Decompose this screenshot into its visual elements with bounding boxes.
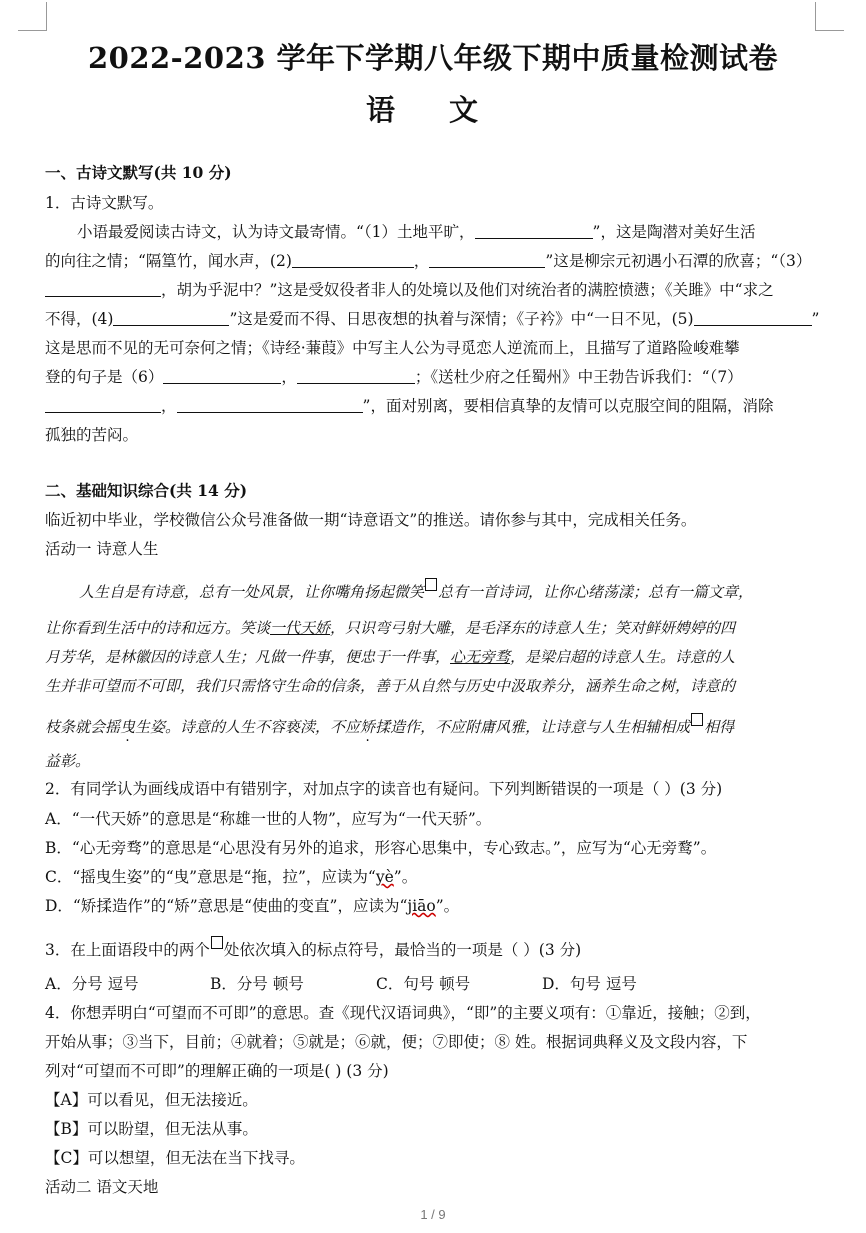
punctuation-box-1[interactable] (425, 578, 437, 591)
dotted-char-ye: 曳 (120, 718, 136, 736)
answer-blank-7b[interactable] (177, 397, 363, 413)
answer-blank-1[interactable] (475, 223, 593, 239)
exam-title: 2022-2023 学年下学期八年级下期中质量检测试卷 (87, 41, 779, 75)
q4-stem-line-3: 列对“可望而不可即”的理解正确的一项是( ) (3 分) (45, 1062, 389, 1080)
q3-option-a[interactable]: A．分号 逗号 (45, 975, 139, 993)
q2-option-d[interactable]: D．“矫揉造作”的“矫”意思是“使曲的变直”，应读为“jiāo”。 (45, 897, 460, 915)
passage-line-3: 月芳华，是林徽因的诗意人生；凡做一件事，便忠于一件事，心无旁骛，是梁启超的诗意人生。诗意的人 (45, 648, 736, 666)
passage-line-4: 生并非可望而不可即，我们只需恪守生命的信条，善于从自然与历史中汲取养分，涵养生命之树，诗意的 (45, 677, 736, 695)
q3-option-d[interactable]: D．句号 逗号 (542, 975, 637, 993)
q1-line-5: 这是思而不见的无可奈何之情；《诗经·蒹葭》中写主人公为寻觅恋人逆流而上，且描写了道路险峻难攀 (45, 339, 740, 357)
q4-option-c[interactable]: 【C】可以想望，但无法在当下找寻。 (45, 1149, 305, 1167)
q3-options (45, 974, 821, 994)
crop-mark-top-right (815, 2, 844, 31)
q1-line-7: ， ”，面对别离，要相信真挚的友情可以克服空间的阻隔，消除 (45, 396, 821, 416)
q1-line-3: ，胡为乎泥中？”这是受奴役者非人的处境以及他们对统治者的满腔愤懑；《关雎》中“求之 (45, 280, 821, 300)
q3-stem: 3．在上面语段中的两个 处依次填入的标点符号，最恰当的一项是（ ）(3 分) (45, 936, 821, 960)
q2-option-c[interactable]: C．“摇曳生姿”的“曳”意思是“拖，拉”，应读为“yè”。 (45, 868, 418, 886)
underlined-idiom-2: 心无旁骛 (450, 648, 511, 666)
activity2-title: 活动二 语文天地 (45, 1178, 159, 1196)
q1-line-6: 登的句子是（6） ， ；《送杜少府之任蜀州》中王勃告诉我们：“（7） (45, 368, 743, 386)
q4-stem-line-2: 开始从事；③当下，目前；④就着；⑤就是；⑥就，便；⑦即使；⑧ 姓。根据词典释义及文段内容，下 (45, 1033, 748, 1051)
subject-title: 语 文 (365, 93, 501, 127)
box-symbol (211, 936, 223, 949)
q4-option-a[interactable]: 【A】可以看见，但无法接近。 (45, 1091, 258, 1109)
section1-heading: 一、古诗文默写(共 10 分) (45, 163, 232, 182)
answer-blank-3[interactable] (45, 281, 161, 297)
passage-line-5: 枝条就会摇曳生姿。诗意的人生不容亵渎，不应矫揉造作，不应附庸风雅，让诗意与人生相辅相成 相得 (45, 713, 821, 737)
answer-blank-2b[interactable] (429, 252, 545, 268)
q2-option-b[interactable]: B．“心无旁骛”的意思是“心思没有另外的追求，形容心思集中，专心致志。”，应写为“心无旁鹜”。 (45, 839, 717, 857)
q1-line-8: 孤独的苦闷。 (45, 426, 139, 444)
answer-blank-7a[interactable] (45, 397, 161, 413)
q4-option-b[interactable]: 【B】可以盼望，但无法从事。 (45, 1120, 258, 1138)
answer-blank-5[interactable] (694, 310, 812, 326)
answer-blank-4[interactable] (113, 310, 229, 326)
q1-label: 1．古诗文默写。 (45, 194, 164, 212)
underlined-idiom-1: 一代天娇 (270, 619, 331, 637)
passage-line-1: 人生自是有诗意，总有一处风景，让你嘴角扬起微笑 总有一首诗词，让你心绪荡漾；总有一篇文章， (79, 578, 821, 602)
q1-line-1: 小语最爱阅读古诗文，认为诗文最寄情。“（1）土地平旷， ”，这是陶潜对美好生活 (77, 223, 756, 241)
q2-stem: 2．有同学认为画线成语中有错别字，对加点字的读音也有疑问。下列判断错误的一项是（ ）(3 分) (45, 780, 723, 798)
answer-blank-6a[interactable] (163, 368, 281, 384)
passage-line-2: 让你看到生活中的诗和远方。笑谈一代天娇，只识弯弓射大雕，是毛泽东的诗意人生；笑对鲜妍娉婷的四 (45, 619, 736, 637)
q3-option-c[interactable]: C．句号 顿号 (376, 975, 471, 993)
crop-mark-top-left (18, 2, 47, 31)
page-number: 1 / 9 (420, 1207, 446, 1222)
answer-blank-6b[interactable] (297, 368, 415, 384)
q3-option-b[interactable]: B．分号 顿号 (210, 975, 304, 993)
pinyin-ye: yè (375, 868, 394, 886)
pinyin-jiao: jiāo (407, 897, 436, 915)
q1-line-4: 不得，(4) ”这是爱而不得、日思夜想的执着与深情；《子衿》中“一日不见，(5) ” (45, 310, 820, 328)
dotted-char-jiao: 矫 (360, 718, 376, 736)
q1-line-2: 的向往之情；“隔篁竹，闻水声，(2) ， ”这是柳宗元初遇小石潭的欣喜；“（3） (45, 252, 812, 270)
section2-heading: 二、基础知识综合(共 14 分) (45, 481, 248, 500)
section2-intro: 临近初中毕业，学校微信公众号准备做一期“诗意语文”的推送。请你参与其中，完成相关任务。 (45, 511, 697, 529)
passage-line-6: 益彰。 (45, 752, 91, 770)
activity1-title: 活动一 诗意人生 (45, 540, 159, 558)
q4-stem-line-1: 4．你想弄明白“可望而不可即”的意思。查《现代汉语词典》，“即”的主要义项有：①靠近，接触；②到， (45, 1004, 761, 1022)
answer-blank-2a[interactable] (292, 252, 414, 268)
q2-option-a[interactable]: A．“一代天娇”的意思是“称雄一世的人物”，应写为“一代天骄”。 (45, 810, 492, 828)
punctuation-box-2[interactable] (691, 713, 703, 726)
